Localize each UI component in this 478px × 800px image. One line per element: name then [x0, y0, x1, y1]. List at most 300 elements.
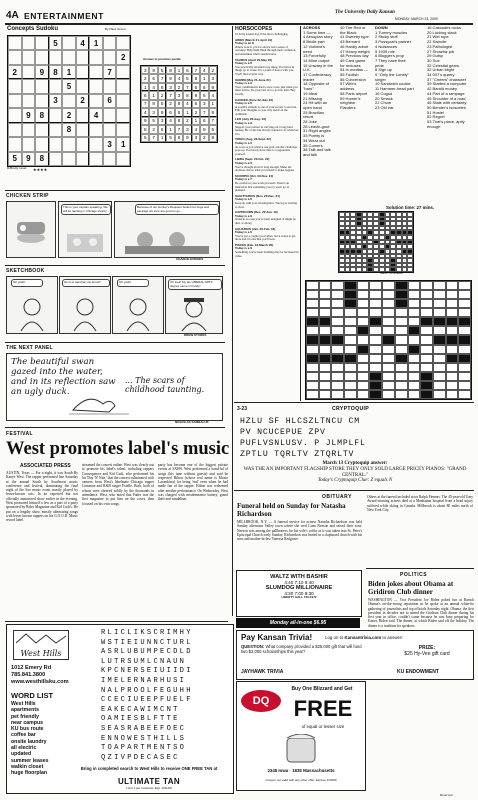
sudoku-cell[interactable]: [62, 137, 76, 151]
crossword-cell[interactable]: [344, 326, 357, 335]
masthead: The University Daily Kansan: [335, 10, 395, 15]
sudoku-cell[interactable]: [76, 79, 90, 93]
crossword-cell[interactable]: [433, 299, 446, 308]
crossword-cell[interactable]: [395, 308, 408, 317]
sudoku-cell[interactable]: [8, 123, 22, 137]
crossword-cell[interactable]: [446, 299, 459, 308]
crossword-cell[interactable]: [433, 335, 446, 344]
crossword-cell[interactable]: [331, 281, 344, 290]
word-search-grid[interactable]: [101, 629, 193, 763]
dq-addresses: 2345 Iowa · 1835 Massachusetts: [267, 768, 335, 773]
crossword-grid[interactable]: [305, 280, 472, 400]
sudoku-cell[interactable]: 3: [49, 94, 63, 108]
crossword-clue: 20 Locking slack: [427, 29, 457, 35]
crossword-cell[interactable]: [319, 354, 332, 363]
crossword-cell[interactable]: [357, 354, 370, 363]
crossword-cell[interactable]: [395, 372, 408, 381]
sudoku-cell[interactable]: [35, 94, 49, 108]
crossword-cell[interactable]: [446, 372, 459, 381]
sudoku-cell[interactable]: [49, 79, 63, 93]
crossword-cell[interactable]: [382, 372, 395, 381]
sudoku-cell[interactable]: [116, 65, 130, 79]
crossword-cell[interactable]: [408, 390, 421, 399]
sudoku-cell[interactable]: [8, 50, 22, 64]
sudoku-cell[interactable]: [76, 108, 90, 122]
crossword-cell[interactable]: [369, 317, 382, 326]
crossword-cell[interactable]: [446, 335, 459, 344]
crossword-cell[interactable]: [344, 354, 357, 363]
crossword-cell[interactable]: [369, 363, 382, 372]
crossword-cell[interactable]: [369, 345, 382, 354]
crossword-cell[interactable]: [395, 381, 408, 390]
crossword-cell[interactable]: [331, 345, 344, 354]
crossword-cell[interactable]: [306, 326, 319, 335]
sudoku-cell[interactable]: [116, 108, 130, 122]
sudoku-cell[interactable]: [89, 50, 103, 64]
article-kicker: FESTIVAL: [6, 431, 33, 437]
sudoku-cell[interactable]: [89, 65, 103, 79]
sudoku-cell[interactable]: [103, 36, 117, 50]
sign-rating: Today is a 6: [235, 141, 252, 146]
crossword-cell[interactable]: [369, 354, 382, 363]
crossword-cell[interactable]: [408, 363, 421, 372]
sudoku-cell[interactable]: [103, 79, 117, 93]
politics-kicker: POLITICS: [400, 572, 428, 578]
sudoku-cell[interactable]: [8, 108, 22, 122]
sudoku-cell[interactable]: [49, 50, 63, 64]
crossword-cell[interactable]: [408, 326, 421, 335]
crossword-cell[interactable]: [306, 281, 319, 290]
sudoku-cell[interactable]: 8: [35, 108, 49, 122]
crossword-cell[interactable]: [331, 372, 344, 381]
crossword-cell[interactable]: [420, 308, 433, 317]
crossword-across-1: [303, 26, 333, 158]
article-column-3: party has become one of the biggest private events at SXSW. West performed a hand-ful of songs (his tune without guests) and said he respected Hilton (whose real name is Maxie Lavankiwa) for being 'real' even when he had made fun of the rapper. Hilton was redeemed after another performance. On Wednesday, West was charged with misdemeanor battery, grand theft and vandalism.: [158, 463, 228, 502]
crossword-cell[interactable]: [331, 317, 344, 326]
crossword-cell[interactable]: [369, 335, 382, 344]
crossword-cell[interactable]: [306, 354, 319, 363]
trivia-url-line[interactable]: [325, 635, 403, 640]
crossword-cell[interactable]: [395, 335, 408, 344]
trivia-headline: Pay Kansan Trivia!: [241, 633, 313, 642]
crossword-cell[interactable]: [395, 299, 408, 308]
word-search-row: TOAPARTMENTSO: [101, 744, 187, 753]
sudoku-cell[interactable]: [35, 79, 49, 93]
crossword-cell[interactable]: [369, 381, 382, 390]
sudoku-cell[interactable]: [116, 36, 130, 50]
crossword-cell[interactable]: [395, 290, 408, 299]
crossword-cell[interactable]: [306, 390, 319, 399]
divider: [366, 568, 474, 569]
answer-cell: 5: [200, 91, 208, 99]
sudoku-cell[interactable]: 2: [76, 94, 90, 108]
sudoku-cell[interactable]: [22, 123, 36, 137]
sudoku-cell[interactable]: 4: [89, 108, 103, 122]
crossword-cell[interactable]: [382, 345, 395, 354]
sudoku-cell[interactable]: 1: [116, 137, 130, 151]
sudoku-cell[interactable]: [49, 137, 63, 151]
speech-bubble: Because of our Hunter's Requiem boiled hot dogs and sausage we sure are good to go...: [135, 204, 219, 215]
crossword-cell[interactable]: [306, 299, 319, 308]
crossword-cell[interactable]: [458, 335, 471, 344]
sudoku-cell[interactable]: 9: [22, 108, 36, 122]
sudoku-cell[interactable]: [22, 50, 36, 64]
crossword-cell[interactable]: [395, 345, 408, 354]
sudoku-cell[interactable]: 5: [62, 79, 76, 93]
sudoku-cell[interactable]: [89, 94, 103, 108]
crossword-cell[interactable]: [344, 372, 357, 381]
sudoku-cell[interactable]: [8, 36, 22, 50]
crossword-cell[interactable]: [382, 390, 395, 399]
crossword-cell[interactable]: [408, 299, 421, 308]
crossword-cell[interactable]: [344, 308, 357, 317]
crossword-cell[interactable]: [395, 363, 408, 372]
sudoku-cell[interactable]: [62, 152, 76, 166]
crossword-cell[interactable]: [369, 299, 382, 308]
sudoku-cell[interactable]: [8, 79, 22, 93]
sudoku-cell[interactable]: 3: [103, 137, 117, 151]
crossword-cell[interactable]: [369, 308, 382, 317]
horoscope-entry: [235, 175, 299, 193]
sudoku-cell[interactable]: [103, 152, 117, 166]
word-list-item: pet friendly: [11, 713, 39, 720]
sudoku-cell[interactable]: [76, 137, 90, 151]
ku-endowment-logo: KU ENDOWMENT: [397, 669, 439, 675]
sudoku-cell[interactable]: [62, 50, 76, 64]
sudoku-cell[interactable]: [8, 137, 22, 151]
sudoku-grid[interactable]: [7, 35, 131, 167]
crossword-cell[interactable]: [382, 335, 395, 344]
crossword-cell[interactable]: [306, 335, 319, 344]
crossword-cell[interactable]: [420, 390, 433, 399]
comic-caption-2: ... The scars of childhood taunting.: [125, 376, 205, 395]
crossword-cell[interactable]: [458, 317, 471, 326]
answer-cell: 4: [209, 91, 217, 99]
crossword-cell[interactable]: [458, 299, 471, 308]
crossword-cell[interactable]: [420, 345, 433, 354]
crossword-cell[interactable]: [446, 317, 459, 326]
crossword-cell[interactable]: [395, 390, 408, 399]
crossword-clue: 46 Hardly adroit: [340, 43, 369, 49]
crossword-cell[interactable]: [382, 326, 395, 335]
crossword-cell[interactable]: [408, 308, 421, 317]
crossword-cell[interactable]: [344, 290, 357, 299]
crossword-cell[interactable]: [408, 354, 421, 363]
sudoku-cell[interactable]: [22, 36, 36, 50]
crossword-cell[interactable]: [319, 372, 332, 381]
crossword-cell[interactable]: [306, 363, 319, 372]
sudoku-cell[interactable]: [103, 123, 117, 137]
crossword-cell[interactable]: [344, 381, 357, 390]
sudoku-cell[interactable]: [22, 65, 36, 79]
crossword-cell[interactable]: [382, 354, 395, 363]
crossword-cell[interactable]: [458, 290, 471, 299]
crossword-cell[interactable]: [458, 390, 471, 399]
crossword-cell[interactable]: [369, 326, 382, 335]
crossword-cell[interactable]: [382, 317, 395, 326]
crossword-cell[interactable]: [357, 299, 370, 308]
movie-1: WALTZ WITH BASHIR: [270, 574, 328, 580]
sudoku-cell[interactable]: [49, 108, 63, 122]
crossword-clue: 38 Talk and talk and talk: [303, 147, 331, 157]
sudoku-cell[interactable]: [103, 50, 117, 64]
crossword-cell[interactable]: [395, 281, 408, 290]
crossword-cell: [407, 267, 413, 272]
sudoku-cell[interactable]: 9: [35, 65, 49, 79]
sudoku-cell[interactable]: [8, 94, 22, 108]
crossword-cell[interactable]: [446, 381, 459, 390]
crossword-cell[interactable]: [344, 317, 357, 326]
crossword-cell[interactable]: [382, 308, 395, 317]
crossword-cell[interactable]: [433, 317, 446, 326]
crossword-cell[interactable]: [319, 390, 332, 399]
crossword-cell[interactable]: [357, 308, 370, 317]
crossword-cell[interactable]: [458, 363, 471, 372]
crossword-cell[interactable]: [408, 372, 421, 381]
crossword-cell[interactable]: [357, 326, 370, 335]
crossword-cell[interactable]: [357, 290, 370, 299]
sudoku-cell[interactable]: [22, 79, 36, 93]
crossword-cell[interactable]: [408, 345, 421, 354]
crossword-cell[interactable]: [369, 390, 382, 399]
crossword-cell[interactable]: [433, 290, 446, 299]
crossword-cell[interactable]: [446, 345, 459, 354]
sudoku-cell[interactable]: [22, 137, 36, 151]
crossword-cell[interactable]: [382, 381, 395, 390]
sudoku-cell[interactable]: [35, 50, 49, 64]
sudoku-cell[interactable]: 8: [49, 65, 63, 79]
sudoku-cell[interactable]: [35, 36, 49, 50]
word-search-row: RLICLIKSCRIMHY: [101, 629, 193, 637]
website-link[interactable]: www.westhillsku.com: [11, 679, 69, 685]
divider: [234, 402, 474, 403]
crossword-cell[interactable]: [344, 390, 357, 399]
crossword-cell[interactable]: [331, 381, 344, 390]
sudoku-cell[interactable]: 2: [116, 50, 130, 64]
crossword-cell[interactable]: [357, 317, 370, 326]
crossword-cell[interactable]: [408, 381, 421, 390]
crossword-cell[interactable]: [344, 281, 357, 290]
answer-cell: 2: [209, 66, 217, 74]
crossword-cell[interactable]: [433, 381, 446, 390]
crossword-cell[interactable]: [433, 390, 446, 399]
crossword-cell[interactable]: [408, 317, 421, 326]
crossword-cell[interactable]: [433, 281, 446, 290]
crossword-cell[interactable]: [331, 308, 344, 317]
crossword-cell[interactable]: [357, 345, 370, 354]
crossword-cell[interactable]: [344, 363, 357, 372]
crossword-cell[interactable]: [319, 363, 332, 372]
obituary-body-2: Others at the funeral included actor Ralph Fiennes. The 45-year-old Tony Award-winning actress died at a Manhattan hospital from a head injury suffered while skiing in Canada. Millbrook is about 80 miles north of New York City.: [367, 495, 473, 512]
crossword-clue: 12 Violinist's need: [303, 43, 326, 54]
crossword-cell[interactable]: [395, 326, 408, 335]
crossword-cell[interactable]: [331, 335, 344, 344]
sudoku-cell[interactable]: [22, 94, 36, 108]
crossword-cell[interactable]: [408, 335, 421, 344]
crossword-cell[interactable]: [395, 317, 408, 326]
answer-cell: 4: [192, 125, 200, 133]
crossword-cell[interactable]: [433, 345, 446, 354]
crossword-cell[interactable]: [420, 299, 433, 308]
crossword-cell[interactable]: [306, 345, 319, 354]
crossword-cell[interactable]: [408, 281, 421, 290]
crossword-cell[interactable]: [369, 281, 382, 290]
sudoku-cell[interactable]: 7: [103, 65, 117, 79]
crossword-cell[interactable]: [420, 326, 433, 335]
crossword-clue: 15 Unwary in the U.K.: [303, 62, 334, 73]
sudoku-cell[interactable]: 9: [22, 152, 36, 166]
crossword-cell[interactable]: [382, 281, 395, 290]
crossword-cell[interactable]: [458, 308, 471, 317]
crossword-cell[interactable]: [369, 290, 382, 299]
crossword-cell[interactable]: [458, 372, 471, 381]
crossword-cell[interactable]: [420, 354, 433, 363]
prize-value: $25 Hy-Vee gift card: [404, 651, 450, 657]
crossword-cell[interactable]: [306, 308, 319, 317]
crossword-cell[interactable]: [319, 381, 332, 390]
sudoku-cell[interactable]: [116, 79, 130, 93]
crossword-cell[interactable]: [344, 299, 357, 308]
sudoku-cell[interactable]: [62, 36, 76, 50]
crossword-cell[interactable]: [433, 326, 446, 335]
sudoku-cell[interactable]: [49, 152, 63, 166]
sudoku-cell[interactable]: [62, 94, 76, 108]
crossword-cell[interactable]: [319, 317, 332, 326]
crossword-cell[interactable]: [433, 363, 446, 372]
sudoku-cell[interactable]: [103, 108, 117, 122]
sudoku-cell[interactable]: 1: [62, 65, 76, 79]
answer-cell: 9: [166, 74, 174, 82]
crossword-clue: 57 Wife's address: [340, 81, 357, 92]
sudoku-cell[interactable]: [76, 50, 90, 64]
crossword-cell[interactable]: [357, 363, 370, 372]
crossword-cell[interactable]: [446, 308, 459, 317]
crossword-cell[interactable]: [395, 354, 408, 363]
crossword-cell[interactable]: [408, 290, 421, 299]
sudoku-cell[interactable]: [76, 65, 90, 79]
crossword-cell[interactable]: [357, 281, 370, 290]
crossword-cell[interactable]: [357, 335, 370, 344]
sudoku-cell[interactable]: 5: [8, 152, 22, 166]
crossword-cell[interactable]: [382, 363, 395, 372]
crossword-cell[interactable]: [458, 381, 471, 390]
sudoku-cell[interactable]: [76, 152, 90, 166]
sudoku-cell[interactable]: [76, 123, 90, 137]
sudoku-cell[interactable]: [116, 152, 130, 166]
crossword-cell[interactable]: [433, 354, 446, 363]
sudoku-cell[interactable]: [89, 137, 103, 151]
crossword-cell[interactable]: [420, 363, 433, 372]
crossword-cell[interactable]: [420, 317, 433, 326]
sudoku-cell[interactable]: [35, 137, 49, 151]
crossword-cell[interactable]: [458, 345, 471, 354]
crossword-cell[interactable]: [357, 372, 370, 381]
crossword-cell[interactable]: [306, 290, 319, 299]
crossword-cell[interactable]: [319, 345, 332, 354]
crossword-cell[interactable]: [458, 281, 471, 290]
crossword-cell[interactable]: [306, 381, 319, 390]
sudoku-cell[interactable]: 2: [8, 65, 22, 79]
sudoku-cell[interactable]: [89, 79, 103, 93]
crossword-cell[interactable]: [420, 290, 433, 299]
crossword-cell[interactable]: [369, 372, 382, 381]
issue-date: MONDAY, MARCH 23, 2009: [395, 17, 438, 21]
crossword-clue: 48 Previous day: [340, 53, 369, 59]
sudoku-cell[interactable]: 2: [62, 108, 76, 122]
crossword-cell[interactable]: [331, 363, 344, 372]
crossword-cell[interactable]: [420, 381, 433, 390]
crossword-cell[interactable]: [446, 290, 459, 299]
sudoku-cell[interactable]: [35, 123, 49, 137]
sudoku-cell[interactable]: 4: [76, 36, 90, 50]
horoscope-list: [235, 39, 299, 259]
crossword-cell[interactable]: [382, 290, 395, 299]
crossword-cell[interactable]: [446, 281, 459, 290]
sudoku-cell[interactable]: [49, 123, 63, 137]
crossword-cell[interactable]: [331, 290, 344, 299]
crossword-cell[interactable]: [331, 299, 344, 308]
crossword-cell[interactable]: [319, 335, 332, 344]
crossword-cell[interactable]: [420, 281, 433, 290]
word-list-item: updated: [11, 751, 32, 758]
sudoku-cell[interactable]: 8: [35, 152, 49, 166]
crossword-cell[interactable]: [331, 390, 344, 399]
comic-panel-2: [59, 276, 111, 334]
sudoku-cell[interactable]: 8: [62, 123, 76, 137]
sudoku-cell[interactable]: 5: [49, 36, 63, 50]
crossword-cell[interactable]: [433, 372, 446, 381]
sudoku-cell[interactable]: [116, 94, 130, 108]
crossword-cell[interactable]: [357, 381, 370, 390]
politics-headline: Biden jokes about Obama at Gridiron Club dinner: [368, 580, 454, 596]
crossword-cell[interactable]: [446, 354, 459, 363]
crossword-cell[interactable]: [446, 390, 459, 399]
sudoku-cell[interactable]: [116, 123, 130, 137]
crossword-cell[interactable]: [306, 372, 319, 381]
crossword-clue: 16 Cogsd: [375, 90, 393, 96]
crossword-cell[interactable]: [319, 299, 332, 308]
crossword-cell[interactable]: [319, 326, 332, 335]
chicken-strip-comic: [6, 201, 221, 263]
crossword-cell[interactable]: [458, 326, 471, 335]
crossword-cell[interactable]: [306, 317, 319, 326]
crossword-cell[interactable]: [344, 345, 357, 354]
crossword-clue: 21 Missing: [303, 95, 323, 101]
crossword-cell[interactable]: [319, 290, 332, 299]
sudoku-cell[interactable]: [89, 123, 103, 137]
sudoku-cell[interactable]: 6: [103, 94, 117, 108]
crossword-cell[interactable]: [382, 299, 395, 308]
crossword-cell[interactable]: [319, 308, 332, 317]
crossword-cell[interactable]: [420, 335, 433, 344]
answer-cell: 2: [200, 134, 208, 142]
ultimate-tan-logo: ULTIMATE TAN: [117, 777, 181, 786]
crossword-cell[interactable]: [331, 326, 344, 335]
theater-name: LIBERTY HALL: [281, 595, 304, 599]
crossword-cell[interactable]: [446, 326, 459, 335]
crossword-cell[interactable]: [420, 372, 433, 381]
crossword-cell[interactable]: [433, 308, 446, 317]
crossword-cell[interactable]: [458, 354, 471, 363]
crossword-cell[interactable]: [446, 363, 459, 372]
speech-bubble: Oh yeah!: [117, 279, 149, 287]
sudoku-cell[interactable]: 1: [89, 36, 103, 50]
crossword-cell[interactable]: [319, 281, 332, 290]
crossword-cell[interactable]: [331, 354, 344, 363]
sudoku-cell[interactable]: [89, 152, 103, 166]
crossword-cell[interactable]: [357, 390, 370, 399]
crossword-cell[interactable]: [344, 335, 357, 344]
